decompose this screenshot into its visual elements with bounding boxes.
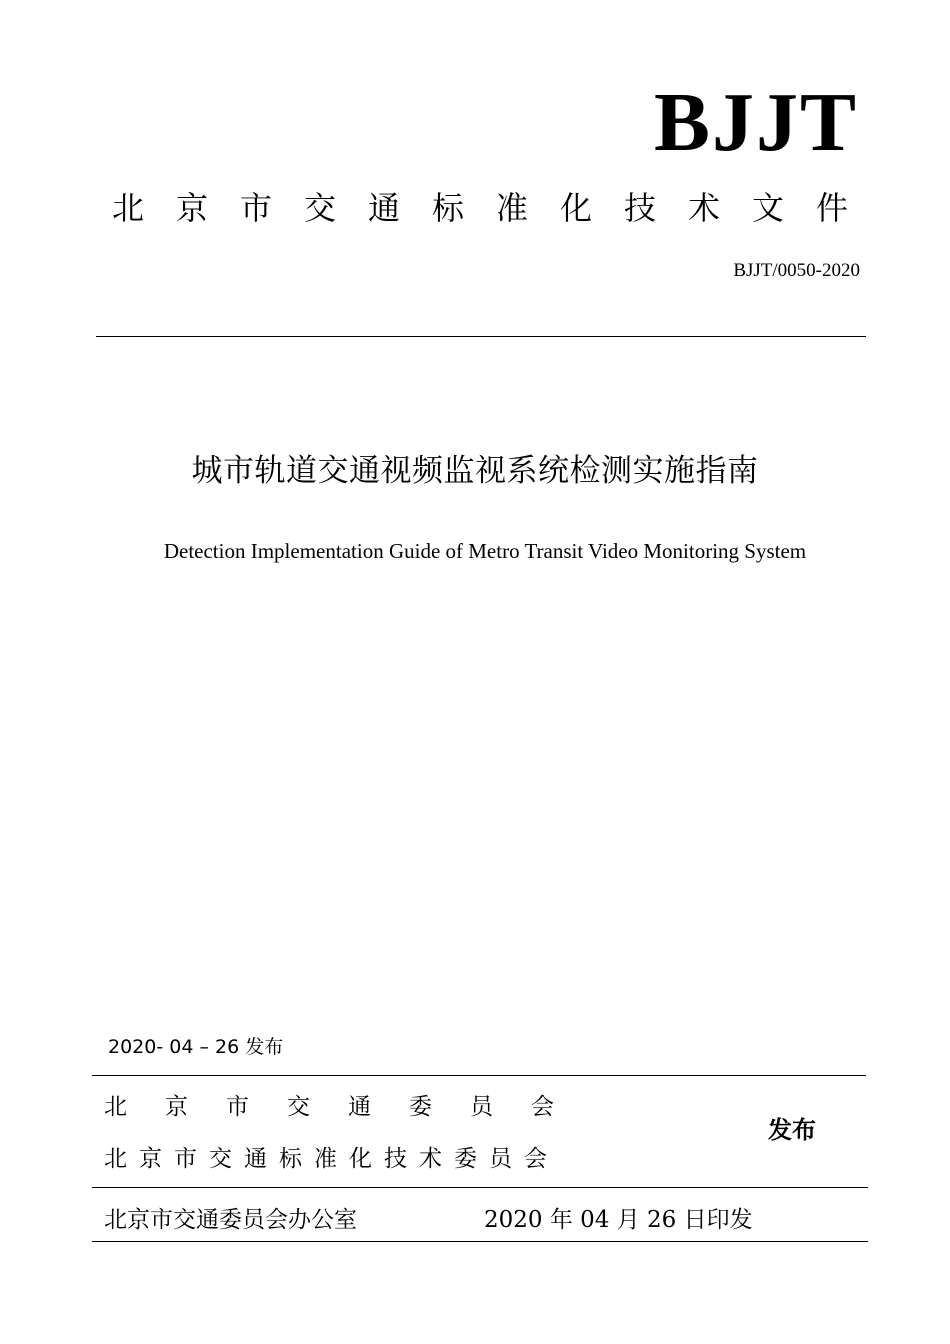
logo-bjjt: BJJT <box>653 76 858 169</box>
print-date: 2020 年 04 月 26 日印发 <box>484 1207 753 1233</box>
header-divider <box>96 336 866 337</box>
series-name: 北京市交通标准化技术文件 <box>112 189 881 227</box>
issuer-transport-commission: 北京市交通委员会 <box>104 1094 592 1120</box>
footer-divider-middle <box>92 1187 868 1188</box>
document-title-chinese: 城市轨道交通视频监视系统检测实施指南 <box>191 453 759 489</box>
issue-date: 2020- 04 – 26 发布 <box>108 1036 284 1058</box>
issuer-standardization-committee: 北京市交通标准化技术委员会 <box>104 1146 559 1172</box>
document-title-english: Detection Implementation Guide of Metro Transit Video Monitoring System <box>163 539 807 563</box>
publish-label: 发布 <box>768 1115 816 1144</box>
footer-divider-bottom <box>92 1241 868 1242</box>
footer-divider-top <box>92 1075 866 1076</box>
document-number: BJJT/0050-2020 <box>733 260 860 281</box>
printing-office: 北京市交通委员会办公室 <box>104 1207 357 1233</box>
